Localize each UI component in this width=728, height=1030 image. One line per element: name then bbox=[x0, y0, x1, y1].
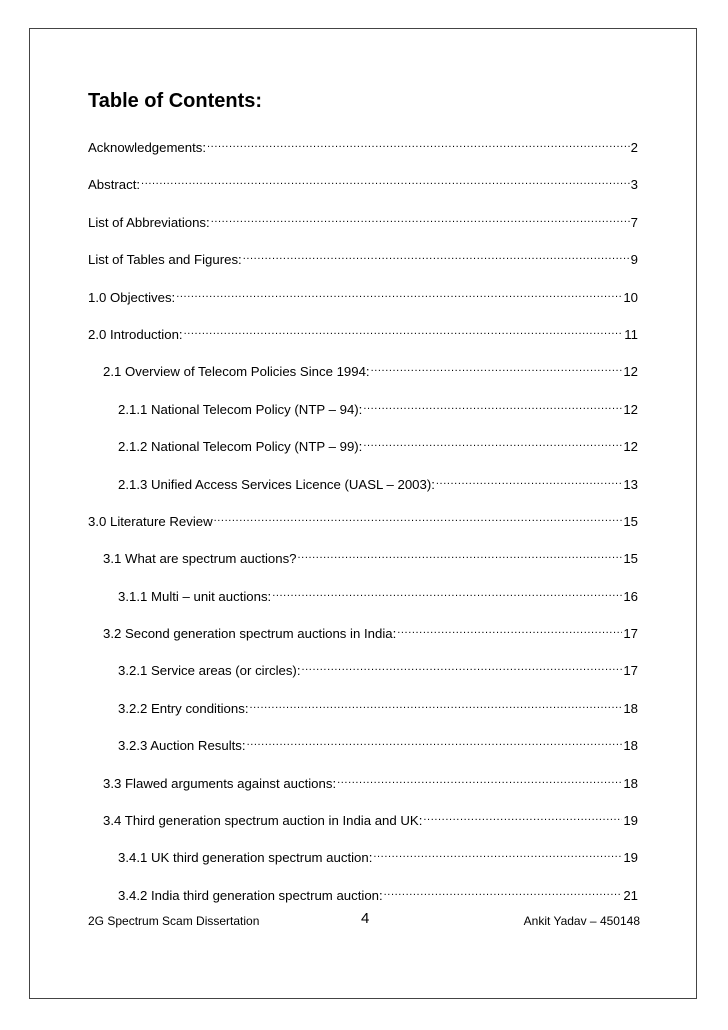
toc-entry-page-number: 12 bbox=[623, 401, 638, 417]
toc-entry-page-number: 16 bbox=[623, 588, 638, 604]
toc-entry-text: 2.1.2 National Telecom Policy (NTP – 99): bbox=[118, 439, 363, 455]
toc-entry-page-number: 18 bbox=[623, 738, 638, 754]
toc-dot-leader bbox=[363, 437, 622, 451]
toc-entry-page-number: 17 bbox=[623, 626, 638, 642]
toc-list bbox=[88, 138, 638, 923]
toc-dot-leader bbox=[373, 848, 622, 862]
toc-entry-text: List of Abbreviations: bbox=[88, 214, 210, 230]
toc-entry-page-number: 15 bbox=[623, 551, 638, 567]
toc-entry-text: 3.4.1 UK third generation spectrum auction: bbox=[118, 850, 373, 866]
toc-entry-text: 1.0 Objectives: bbox=[88, 289, 176, 305]
toc-dot-leader bbox=[384, 886, 623, 900]
toc-entry-page-number: 2 bbox=[630, 140, 638, 155]
toc-entry-text: 2.1 Overview of Telecom Policies Since 1994: bbox=[103, 364, 370, 380]
toc-entry-page-number: 17 bbox=[623, 663, 638, 679]
toc-entry-text: List of Tables and Figures: bbox=[88, 252, 242, 268]
toc-entry[interactable] bbox=[88, 587, 638, 624]
toc-entry-text: 3.0 Literature Review bbox=[88, 513, 213, 529]
toc-dot-leader bbox=[214, 512, 623, 526]
toc-entry[interactable] bbox=[88, 250, 638, 287]
toc-dot-leader bbox=[397, 624, 622, 638]
toc-dot-leader bbox=[436, 475, 622, 489]
toc-entry[interactable] bbox=[88, 774, 638, 811]
toc-entry[interactable] bbox=[88, 400, 638, 437]
toc-entry-page-number: 18 bbox=[623, 775, 638, 791]
toc-entry-page-number: 13 bbox=[623, 476, 638, 492]
toc-entry-text: Abstract: bbox=[88, 177, 141, 193]
toc-dot-leader bbox=[176, 288, 622, 302]
toc-dot-leader bbox=[211, 213, 630, 227]
toc-entry-page-number: 11 bbox=[624, 326, 638, 342]
toc-entry[interactable] bbox=[88, 736, 638, 773]
toc-entry-text: 2.0 Introduction: bbox=[88, 326, 183, 342]
toc-entry[interactable] bbox=[88, 437, 638, 474]
toc-entry-text: 3.1 What are spectrum auctions? bbox=[103, 551, 297, 567]
toc-dot-leader bbox=[247, 736, 623, 750]
toc-dot-leader bbox=[337, 774, 622, 788]
toc-entry-text: 3.2.2 Entry conditions: bbox=[118, 700, 249, 716]
toc-entry-text: 2.1.1 National Telecom Policy (NTP – 94): bbox=[118, 401, 363, 417]
toc-entry[interactable] bbox=[88, 288, 638, 325]
toc-entry-page-number: 12 bbox=[623, 364, 638, 380]
toc-entry[interactable] bbox=[88, 661, 638, 698]
page-footer bbox=[88, 912, 640, 930]
toc-dot-leader bbox=[272, 587, 622, 601]
toc-dot-leader bbox=[141, 175, 630, 189]
toc-entry[interactable] bbox=[88, 811, 638, 848]
toc-entry-page-number: 15 bbox=[623, 513, 638, 529]
toc-entry[interactable] bbox=[88, 213, 638, 250]
toc-entry-page-number: 12 bbox=[623, 439, 638, 455]
toc-entry-text: Acknowledgements: bbox=[88, 140, 207, 155]
toc-dot-leader bbox=[243, 250, 630, 264]
toc-entry-text: 3.3 Flawed arguments against auctions: bbox=[103, 775, 337, 791]
toc-entry-page-number: 19 bbox=[623, 813, 638, 829]
footer-author: Ankit Yadav – 450148 bbox=[523, 914, 640, 928]
toc-dot-leader bbox=[249, 699, 622, 713]
toc-dot-leader bbox=[184, 325, 624, 339]
toc-dot-leader bbox=[423, 811, 622, 825]
footer-page-number: 4 bbox=[361, 910, 370, 927]
toc-entry-text: 3.2.3 Auction Results: bbox=[118, 738, 246, 754]
toc-entry-text: 3.2 Second generation spectrum auctions in India: bbox=[103, 626, 397, 642]
toc-title: Table of Contents: bbox=[88, 90, 263, 112]
toc-entry[interactable] bbox=[88, 848, 638, 885]
toc-entry-text: 3.1.1 Multi – unit auctions: bbox=[118, 588, 272, 604]
toc-entry-page-number: 7 bbox=[630, 214, 638, 230]
toc-entry[interactable] bbox=[88, 699, 638, 736]
toc-entry-text: 3.4.2 India third generation spectrum auction: bbox=[118, 887, 383, 903]
toc-entry[interactable] bbox=[88, 624, 638, 661]
toc-entry[interactable] bbox=[88, 475, 638, 512]
toc-entry[interactable] bbox=[88, 549, 638, 586]
toc-entry-page-number: 3 bbox=[630, 177, 638, 193]
toc-dot-leader bbox=[302, 661, 623, 675]
footer-document-title: 2G Spectrum Scam Dissertation bbox=[88, 914, 260, 928]
toc-entry-page-number: 18 bbox=[623, 700, 638, 716]
toc-entry[interactable] bbox=[88, 362, 638, 399]
toc-entry-text: 2.1.3 Unified Access Services Licence (UASL – 2003): bbox=[118, 476, 435, 492]
toc-entry-page-number: 9 bbox=[630, 252, 638, 268]
toc-dot-leader bbox=[298, 549, 623, 563]
toc-entry-page-number: 19 bbox=[623, 850, 638, 866]
toc-entry[interactable] bbox=[88, 512, 638, 549]
toc-entry[interactable] bbox=[88, 325, 638, 362]
toc-dot-leader bbox=[371, 362, 623, 376]
toc-dot-leader bbox=[363, 400, 622, 414]
toc-entry-page-number: 21 bbox=[623, 887, 638, 903]
toc-entry-page-number: 10 bbox=[623, 289, 638, 305]
toc-entry-text: 3.2.1 Service areas (or circles): bbox=[118, 663, 301, 679]
toc-entry-text: 3.4 Third generation spectrum auction in India and UK: bbox=[103, 813, 423, 829]
toc-entry[interactable] bbox=[88, 175, 638, 212]
toc-dot-leader bbox=[207, 138, 630, 152]
toc-entry[interactable] bbox=[88, 138, 638, 175]
